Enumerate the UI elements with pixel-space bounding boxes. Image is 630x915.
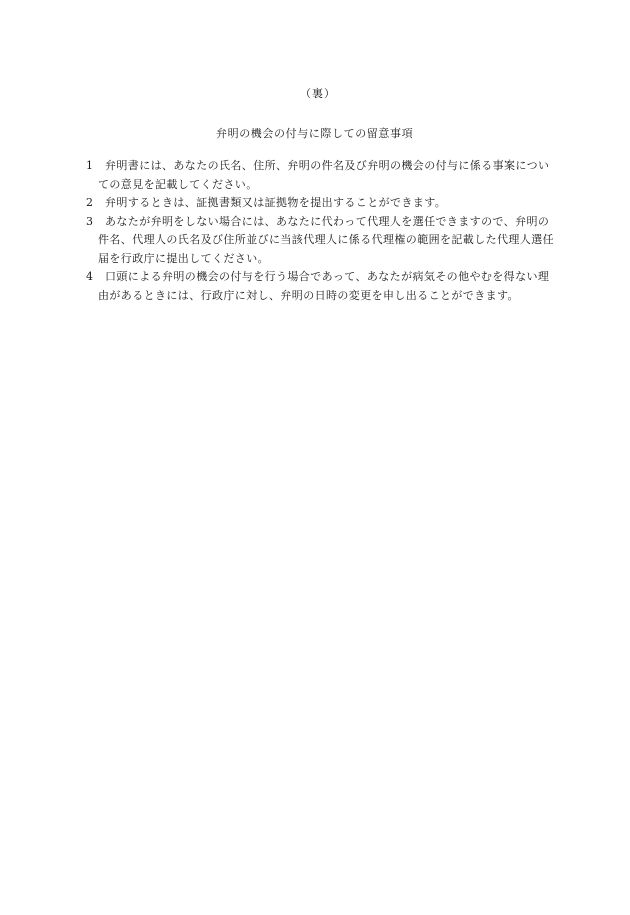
- item-text: 口頭による弁明の機会の付与を行う場合であって、あなたが病気その他やむを得ない理由があるときには、行政庁に対し、弁明の日時の変更を申し出ることができます。: [98, 270, 550, 302]
- list-item: [86, 213, 556, 269]
- list-item: [86, 157, 556, 194]
- item-number: 1: [86, 159, 93, 172]
- page-label: （裏）: [300, 87, 336, 100]
- item-number: 4: [86, 270, 93, 283]
- item-text: 弁明するときは、証拠書類又は証拠物を提出することができます。: [105, 196, 447, 209]
- page-title: 弁明の機会の付与に際しての留意事項: [216, 127, 414, 140]
- list-item: [86, 194, 556, 213]
- list-item: [86, 268, 556, 305]
- item-number: 3: [86, 214, 93, 228]
- item-number: 2: [86, 196, 93, 209]
- notes-list: [86, 157, 556, 305]
- item-text: 弁明書には、あなたの氏名、住所、弁明の件名及び弁明の機会の付与に係る事案についての意見を記載してください。: [98, 159, 550, 191]
- item-text: あなたが弁明をしない場合には、あなたに代わって代理人を選任できますので、弁明の件名、代理人の氏名及び住所並びに当該代理人に係る代理権の範囲を記載した代理人選任届を行政庁に提出してください。: [98, 214, 554, 265]
